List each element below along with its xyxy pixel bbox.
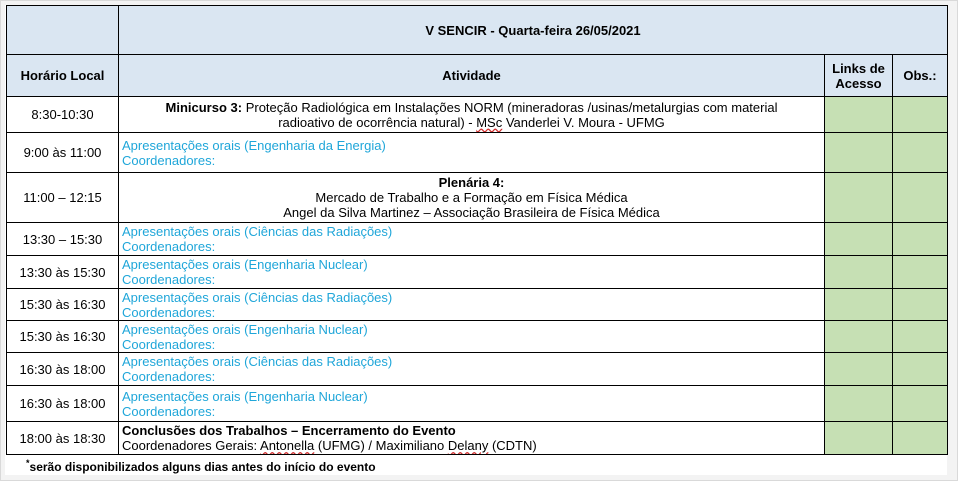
title-row — [7, 6, 948, 55]
obs-cell — [893, 353, 948, 386]
activity-coordinators: Coordenadores: — [122, 336, 216, 352]
activity-cell — [119, 256, 825, 289]
activity-link[interactable]: Apresentações orais (Ciências das Radiações) — [122, 289, 393, 305]
activity-link[interactable]: Apresentações orais (Engenharia Nuclear) — [122, 257, 368, 272]
footnote — [26, 458, 376, 474]
table-row — [7, 173, 948, 223]
obs-cell — [893, 386, 948, 422]
links-cell[interactable] — [825, 353, 893, 386]
obs-cell — [893, 223, 948, 256]
time-cell: 16:30 às 18:00 — [7, 386, 119, 422]
links-cell[interactable] — [825, 386, 893, 422]
activity-coordinators: Coordenadores: — [122, 272, 216, 287]
activity-text: radioativo de ocorrência natural) - — [278, 114, 477, 130]
footnote-mark: * — [26, 458, 30, 468]
activity-coordinators: Coordenadores: — [122, 152, 216, 168]
header-obs: Obs.: — [893, 55, 948, 97]
schedule-table — [6, 5, 948, 455]
links-cell[interactable] — [825, 256, 893, 289]
activity-coordinators: Coordenadores: — [122, 304, 216, 320]
header-links-line2: Acesso — [835, 75, 882, 91]
activity-text: Delany — [447, 438, 489, 453]
activity-link[interactable]: Apresentações orais (Engenharia Nuclear) — [122, 388, 368, 404]
table-row — [7, 321, 948, 353]
header-row — [7, 55, 948, 97]
table-row — [7, 97, 948, 133]
activity-label: Minicurso 3: — [165, 99, 243, 115]
activity-text: Proteção Radiológica em Instalações NORM (mineradoras /usinas/metalurgias com material — [242, 99, 778, 115]
activity-title: Plenária 4: — [438, 175, 505, 190]
obs-cell — [893, 289, 948, 321]
activity-text: MSc — [476, 114, 503, 130]
table-row — [7, 289, 948, 321]
time-cell: 15:30 às 16:30 — [7, 289, 119, 321]
header-time: Horário Local — [7, 55, 119, 97]
time-cell: 9:00 às 11:00 — [7, 133, 119, 173]
time-cell: 16:30 às 18:00 — [7, 353, 119, 386]
links-cell[interactable] — [825, 422, 893, 455]
header-activity: Atividade — [119, 55, 825, 97]
links-cell[interactable] — [825, 289, 893, 321]
obs-cell — [893, 97, 948, 133]
activity-link[interactable]: Apresentações orais (Engenharia da Energia) — [122, 137, 386, 153]
table-row — [7, 133, 948, 173]
activity-text: Coordenadores Gerais: — [122, 438, 261, 453]
time-cell: 15:30 às 16:30 — [7, 321, 119, 353]
table-row — [7, 353, 948, 386]
activity-title: Conclusões dos Trabalhos – Encerramento do Evento — [122, 423, 456, 438]
activity-link[interactable]: Apresentações orais (Engenharia Nuclear) — [122, 321, 368, 337]
activity-cell — [119, 386, 825, 422]
links-cell[interactable] — [825, 321, 893, 353]
time-cell: 13:30 às 15:30 — [7, 256, 119, 289]
activity-coordinators: Coordenadores: — [122, 403, 216, 419]
header-links — [825, 55, 893, 97]
links-cell[interactable] — [825, 173, 893, 223]
activity-text: Angel da Silva Martinez – Associação Brasileira de Física Médica — [283, 205, 660, 220]
time-cell: 8:30-10:30 — [7, 97, 119, 133]
time-cell: 18:00 às 18:30 — [7, 422, 119, 455]
time-cell: 13:30 – 15:30 — [7, 223, 119, 256]
footnote-text: serão disponibilizados alguns dias antes do início do evento — [29, 460, 376, 474]
activity-cell — [119, 97, 825, 133]
activity-text: Vanderlei V. Moura - UFMG — [502, 114, 665, 130]
activity-text: Mercado de Trabalho e a Formação em Física Médica — [315, 190, 628, 205]
obs-cell — [893, 321, 948, 353]
table-row — [7, 256, 948, 289]
activity-text: Antonella — [260, 438, 315, 453]
title-spacer-cell — [7, 6, 119, 55]
activity-cell — [119, 133, 825, 173]
activity-cell — [119, 173, 825, 223]
table-title: V SENCIR - Quarta-feira 26/05/2021 — [119, 6, 948, 55]
obs-cell — [893, 133, 948, 173]
activity-coordinators: Coordenadores: — [122, 369, 216, 384]
activity-cell — [119, 289, 825, 321]
table-row — [7, 223, 948, 256]
links-cell[interactable] — [825, 97, 893, 133]
activity-cell — [119, 353, 825, 386]
time-cell: 11:00 – 12:15 — [7, 173, 119, 223]
activity-cell — [119, 321, 825, 353]
table-row — [7, 386, 948, 422]
links-cell[interactable] — [825, 133, 893, 173]
activity-cell — [119, 223, 825, 256]
obs-cell — [893, 173, 948, 223]
activity-link[interactable]: Apresentações orais (Ciências das Radiações) — [122, 354, 393, 369]
obs-cell — [893, 422, 948, 455]
table-row — [7, 422, 948, 455]
activity-text: (CDTN) — [488, 438, 537, 453]
obs-cell — [893, 256, 948, 289]
header-links-line1: Links de — [832, 60, 885, 76]
activity-cell — [119, 422, 825, 455]
activity-text: (UFMG) / Maximiliano — [314, 438, 448, 453]
activity-link[interactable]: Apresentações orais (Ciências das Radiações) — [122, 224, 393, 239]
links-cell[interactable] — [825, 223, 893, 256]
activity-coordinators: Coordenadores: — [122, 239, 216, 254]
